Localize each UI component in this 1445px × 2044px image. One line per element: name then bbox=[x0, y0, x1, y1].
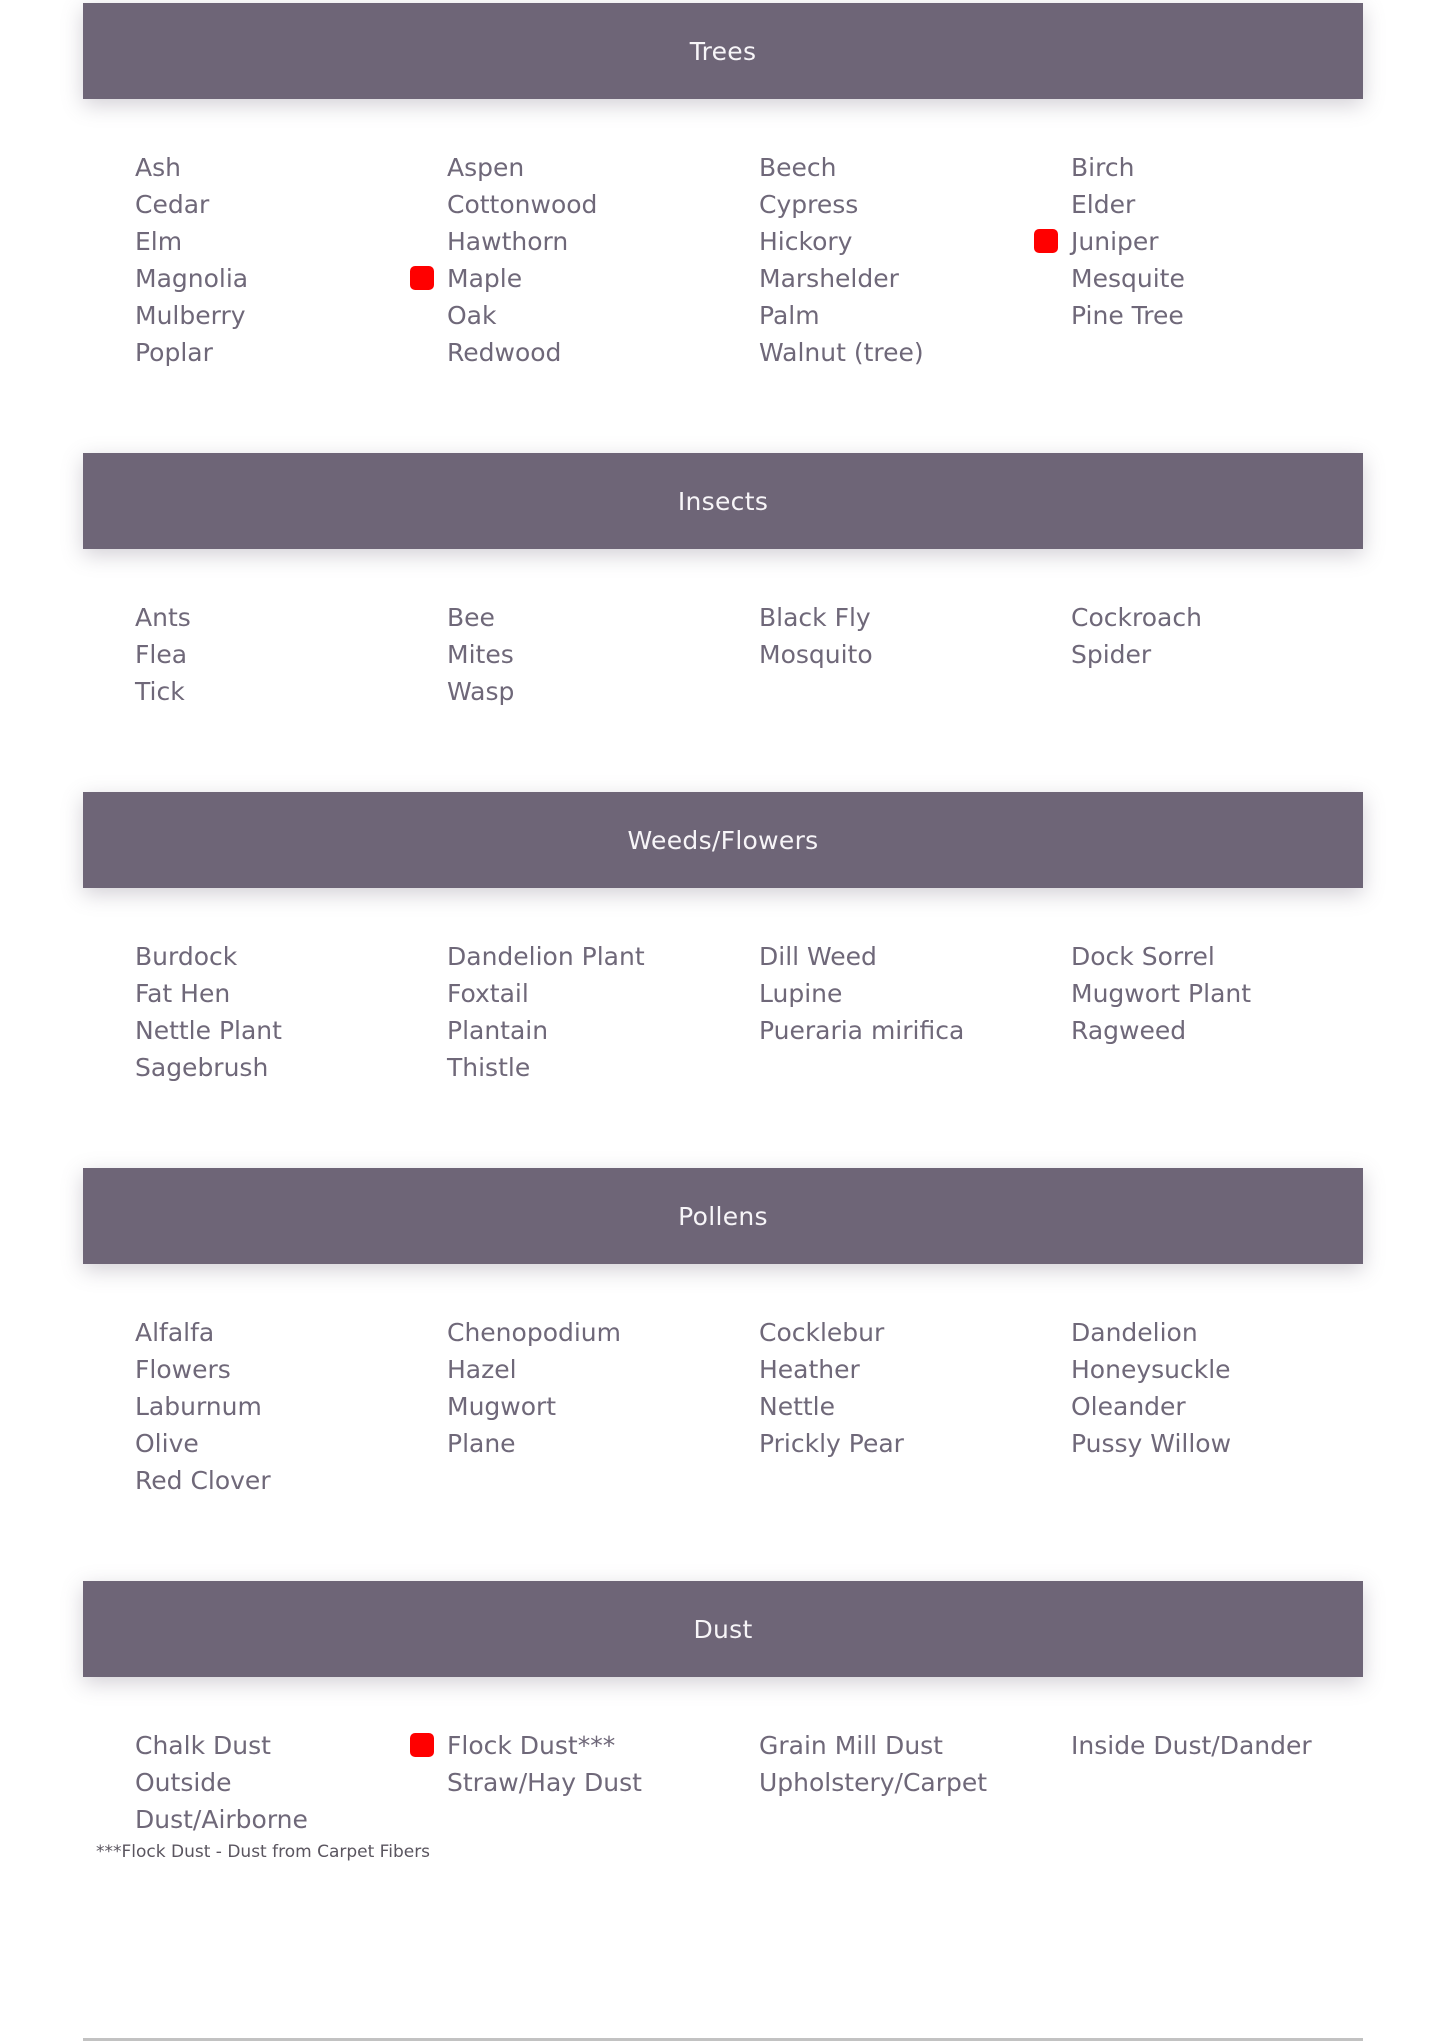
allergen-item bbox=[707, 1314, 1019, 1351]
allergen-label: Pine Tree bbox=[1071, 301, 1184, 330]
allergen-item bbox=[1019, 149, 1331, 186]
allergen-item bbox=[83, 1425, 395, 1462]
allergen-label: Hickory bbox=[759, 227, 853, 256]
allergen-label: Walnut (tree) bbox=[759, 338, 924, 367]
allergen-label: Ragweed bbox=[1071, 1016, 1187, 1045]
allergen-label: Hazel bbox=[447, 1355, 517, 1384]
allergen-label: Ants bbox=[135, 603, 191, 632]
allergen-section bbox=[83, 1581, 1363, 1838]
allergen-label: Tick bbox=[135, 677, 185, 706]
allergen-item bbox=[395, 149, 707, 186]
allergen-item bbox=[83, 260, 395, 297]
allergen-item bbox=[395, 1049, 707, 1086]
allergen-item bbox=[395, 223, 707, 260]
allergen-item bbox=[83, 1727, 395, 1764]
allergen-label: Marshelder bbox=[759, 264, 899, 293]
allergen-label: Cocklebur bbox=[759, 1318, 885, 1347]
section-header-bar bbox=[83, 453, 1363, 549]
allergen-item bbox=[1019, 1727, 1331, 1764]
allergen-item bbox=[83, 149, 395, 186]
allergen-label: Redwood bbox=[447, 338, 562, 367]
allergen-label: Birch bbox=[1071, 153, 1135, 182]
allergen-label: Plane bbox=[447, 1429, 516, 1458]
checked-checkbox-icon[interactable] bbox=[410, 266, 434, 290]
allergen-label: Grain Mill Dust bbox=[759, 1731, 943, 1760]
section-title: Dust bbox=[693, 1614, 753, 1644]
allergen-item bbox=[707, 223, 1019, 260]
allergen-item bbox=[707, 1388, 1019, 1425]
checked-checkbox-icon[interactable] bbox=[1034, 229, 1058, 253]
allergen-item bbox=[707, 260, 1019, 297]
allergen-label: Nettle bbox=[759, 1392, 836, 1421]
allergen-item bbox=[1019, 186, 1331, 223]
allergen-item bbox=[707, 975, 1019, 1012]
allergen-item bbox=[1019, 1425, 1331, 1462]
allergen-label: Laburnum bbox=[135, 1392, 262, 1421]
allergen-item bbox=[83, 975, 395, 1012]
allergen-label: Ash bbox=[135, 153, 181, 182]
allergen-label: Nettle Plant bbox=[135, 1016, 282, 1045]
allergen-label: Palm bbox=[759, 301, 820, 330]
allergen-item bbox=[395, 599, 707, 636]
allergen-label: Inside Dust/Dander bbox=[1071, 1731, 1312, 1760]
allergen-label: Elder bbox=[1071, 190, 1136, 219]
allergen-item bbox=[707, 1012, 1019, 1049]
allergen-item bbox=[83, 297, 395, 334]
allergen-item bbox=[83, 1012, 395, 1049]
section-header-bar bbox=[83, 1168, 1363, 1264]
allergen-item bbox=[395, 186, 707, 223]
section-header-bar bbox=[83, 792, 1363, 888]
report-content bbox=[83, 3, 1363, 1864]
allergen-label: Dandelion Plant bbox=[447, 942, 645, 971]
allergen-item bbox=[707, 938, 1019, 975]
allergen-label: Magnolia bbox=[135, 264, 249, 293]
checked-checkbox-icon[interactable] bbox=[410, 1733, 434, 1757]
allergen-item bbox=[707, 334, 1019, 371]
allergen-item bbox=[1019, 260, 1331, 297]
allergen-item bbox=[395, 1727, 707, 1764]
allergen-label: Prickly Pear bbox=[759, 1429, 904, 1458]
allergen-label: Mites bbox=[447, 640, 514, 669]
allergen-label: Mulberry bbox=[135, 301, 246, 330]
allergen-item bbox=[707, 1425, 1019, 1462]
allergen-label: Mosquito bbox=[759, 640, 873, 669]
allergen-label: Heather bbox=[759, 1355, 860, 1384]
allergen-label: Dock Sorrel bbox=[1071, 942, 1215, 971]
allergen-label: Fat Hen bbox=[135, 979, 231, 1008]
allergen-label: Bee bbox=[447, 603, 495, 632]
allergen-item bbox=[707, 599, 1019, 636]
allergen-label: Poplar bbox=[135, 338, 213, 367]
allergen-item bbox=[1019, 599, 1331, 636]
allergen-item bbox=[395, 938, 707, 975]
allergen-item bbox=[395, 1764, 707, 1838]
allergen-item bbox=[83, 938, 395, 975]
allergen-item bbox=[395, 1351, 707, 1388]
allergen-label: Maple bbox=[447, 264, 523, 293]
allergen-item bbox=[707, 1727, 1019, 1764]
allergen-item bbox=[83, 223, 395, 260]
allergen-item bbox=[395, 334, 707, 371]
allergen-item bbox=[83, 599, 395, 636]
allergen-item bbox=[83, 636, 395, 673]
allergen-label: Straw/Hay Dust bbox=[447, 1768, 642, 1797]
section-title: Pollens bbox=[678, 1201, 768, 1231]
allergen-label: Hawthorn bbox=[447, 227, 569, 256]
allergen-item bbox=[83, 186, 395, 223]
allergen-label: Olive bbox=[135, 1429, 199, 1458]
allergen-label: Elm bbox=[135, 227, 183, 256]
allergen-label: Foxtail bbox=[447, 979, 529, 1008]
allergen-item bbox=[83, 1764, 395, 1838]
allergen-label: Cottonwood bbox=[447, 190, 598, 219]
allergen-item bbox=[395, 636, 707, 673]
allergen-item bbox=[395, 975, 707, 1012]
allergen-label: Plantain bbox=[447, 1016, 549, 1045]
allergen-section bbox=[83, 453, 1363, 792]
allergen-list bbox=[83, 888, 1363, 1168]
allergen-item bbox=[1019, 636, 1331, 673]
section-title: Trees bbox=[689, 36, 757, 66]
bottom-divider bbox=[83, 2038, 1363, 2041]
allergen-label: Honeysuckle bbox=[1071, 1355, 1231, 1384]
allergen-label: Black Fly bbox=[759, 603, 871, 632]
allergen-item bbox=[395, 260, 707, 297]
allergen-list bbox=[83, 1264, 1363, 1581]
allergen-list bbox=[83, 549, 1363, 792]
allergen-list bbox=[83, 1677, 1363, 1838]
allergen-label: Wasp bbox=[447, 677, 515, 706]
allergen-label: Flock Dust*** bbox=[447, 1731, 616, 1760]
allergen-item bbox=[83, 1049, 395, 1086]
allergen-label: Cockroach bbox=[1071, 603, 1202, 632]
allergen-label: Burdock bbox=[135, 942, 238, 971]
allergen-section bbox=[83, 3, 1363, 453]
allergen-label: Outside Dust/Airborne bbox=[135, 1768, 308, 1834]
allergen-item bbox=[707, 186, 1019, 223]
allergen-label: Spider bbox=[1071, 640, 1152, 669]
allergen-list bbox=[83, 99, 1363, 453]
allergen-label: Aspen bbox=[447, 153, 525, 182]
allergen-label: Mesquite bbox=[1071, 264, 1185, 293]
allergen-item bbox=[83, 1462, 395, 1499]
section-title: Weeds/Flowers bbox=[627, 825, 819, 855]
allergen-section bbox=[83, 1168, 1363, 1581]
allergen-item bbox=[83, 334, 395, 371]
allergen-item bbox=[83, 1314, 395, 1351]
section-header-bar bbox=[83, 1581, 1363, 1677]
allergen-label: Mugwort Plant bbox=[1071, 979, 1252, 1008]
allergen-item bbox=[83, 1388, 395, 1425]
allergen-label: Lupine bbox=[759, 979, 843, 1008]
allergen-item bbox=[83, 673, 395, 710]
allergen-label: Pueraria mirifica bbox=[759, 1016, 965, 1045]
allergen-sections bbox=[83, 3, 1363, 1838]
allergen-item bbox=[1019, 1351, 1331, 1388]
allergen-label: Oleander bbox=[1071, 1392, 1186, 1421]
allergen-label: Thistle bbox=[447, 1053, 531, 1082]
flock-dust-footnote: ***Flock Dust - Dust from Carpet Fibers bbox=[96, 1842, 431, 1862]
allergen-item bbox=[395, 1388, 707, 1425]
allergen-label: Beech bbox=[759, 153, 837, 182]
allergen-item bbox=[1019, 1012, 1331, 1049]
allergen-item bbox=[1019, 1314, 1331, 1351]
allergen-item bbox=[707, 1764, 1019, 1838]
allergen-label: Alfalfa bbox=[135, 1318, 215, 1347]
allergen-label: Sagebrush bbox=[135, 1053, 269, 1082]
allergen-section bbox=[83, 792, 1363, 1168]
allergen-item bbox=[707, 636, 1019, 673]
section-title: Insects bbox=[677, 486, 769, 516]
allergen-item bbox=[707, 297, 1019, 334]
allergen-item bbox=[1019, 975, 1331, 1012]
allergen-item bbox=[395, 1425, 707, 1462]
allergen-label: Cypress bbox=[759, 190, 859, 219]
allergen-label: Upholstery/Carpet bbox=[759, 1768, 988, 1797]
allergen-label: Red Clover bbox=[135, 1466, 271, 1495]
section-header-bar bbox=[83, 3, 1363, 99]
allergen-label: Dandelion bbox=[1071, 1318, 1198, 1347]
allergen-item bbox=[395, 673, 707, 710]
allergen-item bbox=[707, 1351, 1019, 1388]
allergen-item bbox=[1019, 297, 1331, 334]
allergen-label: Dill Weed bbox=[759, 942, 877, 971]
allergen-item bbox=[707, 149, 1019, 186]
allergen-label: Oak bbox=[447, 301, 497, 330]
allergen-item bbox=[395, 1012, 707, 1049]
allergen-item bbox=[395, 297, 707, 334]
allergen-label: Pussy Willow bbox=[1071, 1429, 1232, 1458]
allergen-item bbox=[395, 1314, 707, 1351]
allergen-label: Mugwort bbox=[447, 1392, 557, 1421]
allergen-item bbox=[1019, 1388, 1331, 1425]
allergen-item bbox=[1019, 223, 1331, 260]
allergen-label: Flea bbox=[135, 640, 188, 669]
allergen-label: Chenopodium bbox=[447, 1318, 621, 1347]
allergen-item bbox=[1019, 938, 1331, 975]
allergen-item bbox=[83, 1351, 395, 1388]
allergen-label: Chalk Dust bbox=[135, 1731, 271, 1760]
allergen-label: Juniper bbox=[1071, 227, 1159, 256]
allergen-label: Flowers bbox=[135, 1355, 231, 1384]
allergen-label: Cedar bbox=[135, 190, 210, 219]
